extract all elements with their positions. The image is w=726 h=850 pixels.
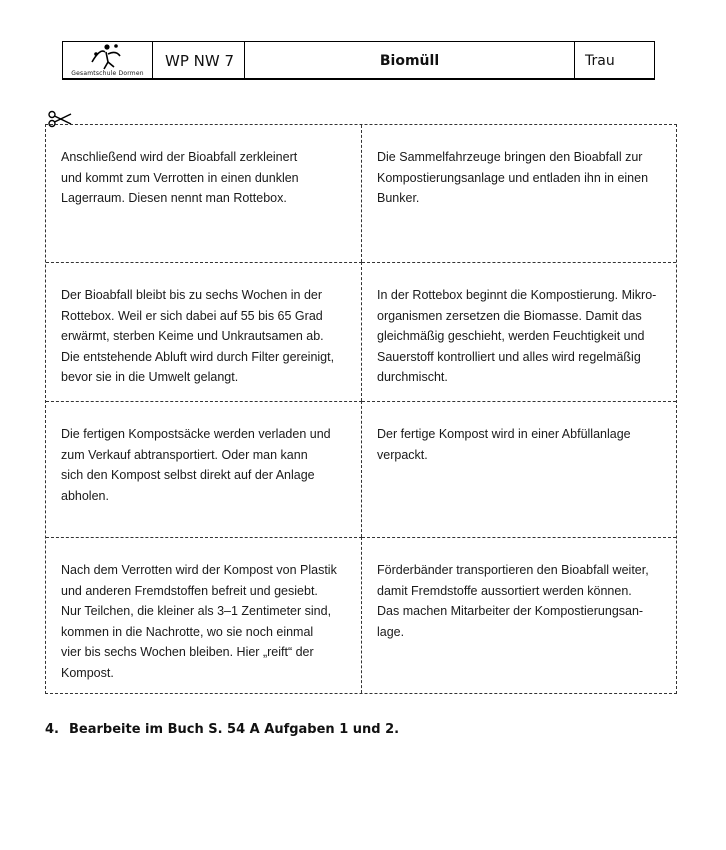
course-code: WP NW 7 <box>153 42 245 79</box>
card-text: Förderbänder transportieren den Bioabfall weiter, damit Fremdstoffe aussortiert werden können. Das machen Mitarbeiter der Kompostierungsan- lage. <box>377 563 649 639</box>
worksheet-title: Biomüll <box>245 42 575 79</box>
school-name: Gesamtschule Dormen <box>71 70 144 77</box>
task-instruction <box>45 722 399 737</box>
card <box>46 125 362 262</box>
school-logo <box>86 42 130 72</box>
card <box>46 262 362 401</box>
card <box>362 401 676 537</box>
task-number: 4. <box>45 722 59 737</box>
card-text: Anschließend wird der Bioabfall zerkleinert und kommt zum Verrotten in einen dunklen Lagerraum. Diesen nennt man Rottebox. <box>61 150 299 205</box>
worksheet-header <box>62 41 655 79</box>
school-logo-cell <box>63 42 153 79</box>
card-text: Die Sammelfahrzeuge bringen den Bioabfall zur Kompostierungsanlage und entladen ihn in einen Bunker. <box>377 150 649 205</box>
card-text: Der Bioabfall bleibt bis zu sechs Wochen in der Rottebox. Weil er sich dabei auf 55 bis 65 Grad erwärmt, sterben Keime und Unkrautsamen ab. Die entstehende Abluft wird durch Filter gereinigt, bevor sie in die Umwelt gelangt. <box>61 288 335 384</box>
card-text: Der fertige Kompost wird in einer Abfüllanlage verpackt. <box>377 427 631 462</box>
cut-out-cards-grid <box>45 124 677 694</box>
card <box>362 262 676 401</box>
author-name: Trau <box>585 52 615 69</box>
task-text: Bearbeite im Buch S. 54 A Aufgaben 1 und 2. <box>69 722 400 737</box>
card <box>362 537 676 693</box>
card <box>46 537 362 693</box>
card-text: In der Rottebox beginnt die Kompostierung. Mikro- organismen zersetzen die Biomasse. Damit das gleichmäßig geschieht, werden Feuchtigkeit und Sauerstoff kontrolliert und alles wird regelmäßig durchmischt. <box>377 288 657 384</box>
card-text: Die fertigen Kompostsäcke werden verladen und zum Verkauf abtransportiert. Oder man kann sich den Kompost selbst direkt auf der Anlage abholen. <box>61 427 331 503</box>
card-text: Nach dem Verrotten wird der Kompost von Plastik und anderen Fremdstoffen befreit und gesiebt. Nur Teilchen, die kleiner als 3–1 Zentimeter sind, kommen in die Nachrotte, wo sie noch einmal vier bis sechs Wochen bleiben. Hier „reift“ der Kompost. <box>61 563 337 680</box>
card <box>46 401 362 537</box>
card <box>362 125 676 262</box>
